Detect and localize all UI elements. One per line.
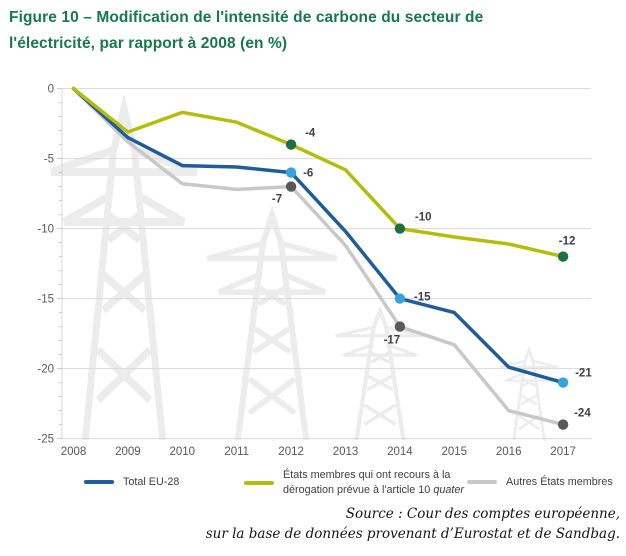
x-tick-label: 2011	[224, 446, 250, 458]
x-tick-label: 2016	[495, 446, 522, 458]
x-tick-label: 2010	[169, 446, 196, 458]
legend-swatch-derogation	[244, 481, 274, 485]
x-tick-label: 2013	[332, 446, 359, 458]
figure-title-line1: Figure 10 – Modification de l'intensité de carbone du secteur de	[9, 9, 484, 26]
y-tick-label: -20	[37, 363, 54, 376]
figure-title-line2: l'électricité, par rapport à 2008 (en %)	[9, 35, 288, 52]
data-label: -17	[383, 334, 401, 347]
legend-label-autres: Autres États membres	[506, 476, 613, 488]
markers-and-data-labels	[272, 128, 592, 430]
data-label: -6	[303, 167, 314, 180]
y-tick-label: -15	[37, 293, 54, 306]
figure-title	[9, 5, 614, 57]
data-label: -24	[574, 407, 591, 420]
data-marker-total-eu28	[558, 377, 568, 387]
x-tick-label: 2008	[60, 446, 87, 458]
legend-swatch-total-eu28	[84, 480, 114, 484]
data-label: -21	[575, 367, 592, 380]
gridlines	[62, 89, 591, 439]
data-marker-total-eu28	[395, 293, 405, 303]
data-label: -15	[413, 291, 431, 304]
x-tick-label: 2014	[387, 446, 413, 458]
legend-item-autres	[467, 475, 613, 490]
pylon-watermark-icon	[207, 215, 336, 440]
x-tick-label: 2009	[115, 446, 141, 458]
y-tick-label: -5	[43, 153, 54, 166]
x-tick-label: 2017	[550, 446, 576, 458]
x-tick-label: 2012	[278, 446, 304, 458]
carbon-intensity-line-chart	[0, 58, 626, 462]
chart-legend	[0, 464, 626, 502]
data-marker-derogation-article-10-quater	[286, 139, 296, 149]
source-note	[170, 504, 620, 544]
pylon-watermark-icon	[500, 350, 558, 440]
y-tick-label: 0	[47, 83, 54, 96]
pylon-watermark-group	[51, 108, 558, 440]
data-label: -10	[414, 211, 432, 224]
data-marker-autres-etats-membres	[558, 419, 568, 429]
data-label: -4	[305, 127, 316, 140]
data-label: -12	[558, 235, 576, 248]
legend-swatch-autres	[467, 480, 497, 484]
data-marker-total-eu28	[286, 167, 296, 177]
legend-item-derogation	[244, 468, 464, 497]
legend-label-derogation	[283, 468, 464, 497]
data-marker-autres-etats-membres	[286, 181, 296, 191]
data-label: -7	[271, 193, 283, 206]
legend-label-derogation-line2: dérogation prévue à l'article 10 quater	[283, 483, 464, 496]
source-line2: sur la base de données provenant d’Eurostat et de Sandbag.	[205, 526, 620, 542]
source-line1: Source : Cour des comptes européenne,	[345, 506, 620, 522]
pylon-watermark-icon	[51, 108, 197, 440]
data-marker-autres-etats-membres	[395, 321, 405, 331]
series-line-total-eu28	[74, 89, 564, 383]
y-tick-label: -25	[37, 433, 54, 446]
legend-item-total-eu28	[84, 475, 179, 490]
data-marker-derogation-article-10-quater	[395, 223, 405, 233]
x-tick-label: 2015	[441, 446, 468, 458]
y-tick-label: -10	[37, 223, 54, 236]
data-marker-derogation-article-10-quater	[558, 251, 568, 261]
legend-label-total-eu28: Total EU-28	[123, 476, 180, 488]
legend-label-derogation-line1: États membres qui ont recours à la	[283, 469, 451, 481]
